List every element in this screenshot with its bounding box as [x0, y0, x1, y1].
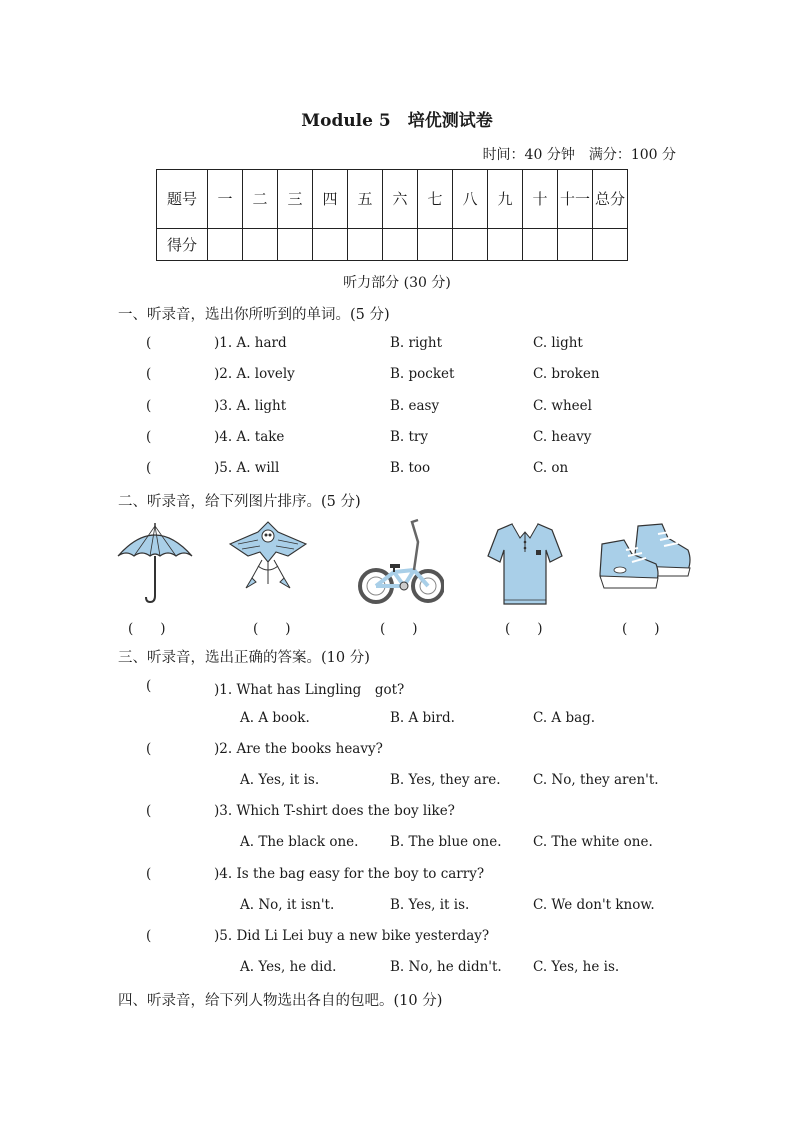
- s1-q5-c: C. on: [533, 460, 569, 476]
- s3-q3-c: C. The white one.: [533, 834, 653, 850]
- answer-paren[interactable]: (: [146, 366, 152, 382]
- order-blank[interactable]: ( ): [253, 621, 291, 637]
- bicycle-icon: [358, 518, 444, 606]
- score-header-cell: 八: [453, 170, 488, 229]
- score-header-cell: 十: [523, 170, 558, 229]
- score-input-cell[interactable]: [523, 229, 558, 261]
- order-blank[interactable]: ( ): [622, 621, 660, 637]
- score-header-cell: 九: [488, 170, 523, 229]
- s3-q5-stem: )5. Did Li Lei buy a new bike yesterday?: [214, 928, 490, 944]
- s3-q2-b: B. Yes, they are.: [390, 772, 501, 788]
- s3-q5-c: C. Yes, he is.: [533, 959, 620, 975]
- s3-q1-a: A. A book.: [240, 710, 310, 726]
- s1-q5-b: B. too: [390, 460, 431, 476]
- score-input-cell[interactable]: [593, 229, 628, 261]
- s3-q3-b: B. The blue one.: [390, 834, 502, 850]
- order-blank[interactable]: ( ): [505, 621, 543, 637]
- answer-paren[interactable]: (: [146, 803, 152, 819]
- score-input-cell[interactable]: [558, 229, 593, 261]
- s3-q2-c: C. No, they aren't.: [533, 772, 659, 788]
- score-header-cell: 总分: [593, 170, 628, 229]
- s1-q1-a: )1. A. hard: [214, 335, 287, 351]
- section4-heading: 四、听录音，给下列人物选出各自的包吧。(10 分): [118, 993, 443, 1009]
- score-header-cell: 六: [383, 170, 418, 229]
- umbrella-icon: [114, 520, 196, 604]
- score-row-label: 得分: [157, 229, 208, 261]
- s3-q5-b: B. No, he didn't.: [390, 959, 502, 975]
- score-input-cell[interactable]: [418, 229, 453, 261]
- s3-q2-a: A. Yes, it is.: [240, 772, 320, 788]
- score-input-cell[interactable]: [383, 229, 418, 261]
- score-header-cell: 四: [313, 170, 348, 229]
- s1-q1-b: B. right: [390, 335, 443, 351]
- score-input-cell[interactable]: [313, 229, 348, 261]
- score-input-cell[interactable]: [348, 229, 383, 261]
- s3-q4-stem: )4. Is the bag easy for the boy to carry?: [214, 866, 485, 882]
- score-header-cell: 三: [278, 170, 313, 229]
- answer-paren[interactable]: (: [146, 398, 152, 414]
- score-input-cell[interactable]: [453, 229, 488, 261]
- s3-q4-b: B. Yes, it is.: [390, 897, 470, 913]
- s3-q2-stem: )2. Are the books heavy?: [214, 741, 383, 757]
- s1-q2-b: B. pocket: [390, 366, 455, 382]
- score-header-cell: 题号: [157, 170, 208, 229]
- answer-paren[interactable]: (: [146, 678, 152, 694]
- s1-q5-a: )5. A. will: [214, 460, 280, 476]
- answer-paren[interactable]: (: [146, 741, 152, 757]
- tshirt-icon: [486, 520, 564, 606]
- s1-q3-a: )3. A. light: [214, 398, 287, 414]
- kite-icon: [228, 516, 308, 596]
- page-title: Module 5 培优测试卷: [301, 111, 493, 131]
- s1-q3-b: B. easy: [390, 398, 440, 414]
- score-header-cell: 一: [208, 170, 243, 229]
- s3-q1-stem: )1. What has Lingling got?: [214, 682, 405, 698]
- section3-heading: 三、听录音，选出正确的答案。(10 分): [118, 650, 370, 666]
- s3-q3-stem: )3. Which T-shirt does the boy like?: [214, 803, 455, 819]
- s3-q3-a: A. The black one.: [240, 834, 359, 850]
- answer-paren[interactable]: (: [146, 460, 152, 476]
- s1-q4-c: C. heavy: [533, 429, 592, 445]
- s3-q1-c: C. A bag.: [533, 710, 596, 726]
- answer-paren[interactable]: (: [146, 429, 152, 445]
- listening-heading: 听力部分 (30 分): [343, 275, 451, 291]
- s1-q3-c: C. wheel: [533, 398, 592, 414]
- s1-q4-b: B. try: [390, 429, 429, 445]
- s3-q1-b: B. A bird.: [390, 710, 455, 726]
- s3-q4-a: A. No, it isn't.: [240, 897, 335, 913]
- answer-paren[interactable]: (: [146, 335, 152, 351]
- score-input-cell[interactable]: [278, 229, 313, 261]
- time-info: 时间：40 分钟 满分：100 分: [482, 147, 676, 163]
- order-blank[interactable]: ( ): [128, 621, 166, 637]
- score-input-cell[interactable]: [208, 229, 243, 261]
- section1-heading: 一、听录音，选出你所听到的单词。(5 分): [118, 307, 390, 323]
- score-header-cell: 七: [418, 170, 453, 229]
- answer-paren[interactable]: (: [146, 866, 152, 882]
- s1-q2-c: C. broken: [533, 366, 600, 382]
- score-table: [156, 169, 628, 261]
- s3-q5-a: A. Yes, he did.: [240, 959, 337, 975]
- s1-q4-a: )4. A. take: [214, 429, 285, 445]
- s3-q4-c: C. We don't know.: [533, 897, 655, 913]
- answer-paren[interactable]: (: [146, 928, 152, 944]
- score-header-cell: 十一: [558, 170, 593, 229]
- sneakers-icon: [598, 520, 694, 592]
- score-input-cell[interactable]: [243, 229, 278, 261]
- score-header-cell: 五: [348, 170, 383, 229]
- s1-q1-c: C. light: [533, 335, 583, 351]
- score-input-cell[interactable]: [488, 229, 523, 261]
- score-header-cell: 二: [243, 170, 278, 229]
- order-blank[interactable]: ( ): [380, 621, 418, 637]
- section2-heading: 二、听录音，给下列图片排序。(5 分): [118, 494, 361, 510]
- s1-q2-a: )2. A. lovely: [214, 366, 295, 382]
